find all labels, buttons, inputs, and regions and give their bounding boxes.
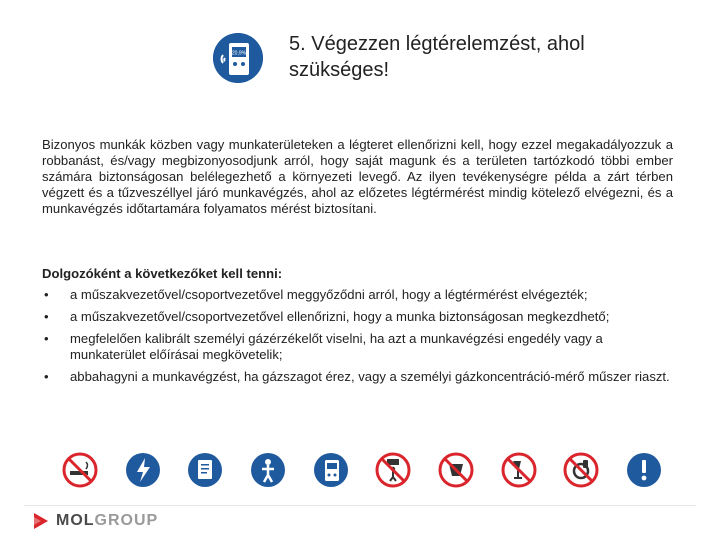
list-item-text: abbahagyni a munkavégzést, ha gázszagot érez, vagy a személyi gázkoncentráció-mérő műszer riaszt. bbox=[70, 369, 670, 384]
no-smoking-icon bbox=[62, 452, 98, 488]
gas-detector-icon bbox=[213, 33, 263, 83]
mol-arrow-icon bbox=[32, 512, 50, 530]
work-at-height-icon bbox=[250, 452, 286, 488]
logo-text-mol: MOL bbox=[56, 512, 95, 529]
intro-paragraph: Bizonyos munkák közben vagy munkaterületeken a légteret ellenőrizni kell, hogy ezzel megakadályozzuk a robbanást, és/vagy megbizonyosodjunk arról, hogy saját magunk és a területen tartózkodó többi ember számára biztonságosan belélegezhető a környezeti levegő. Az ilyen tevékenységre példa a zárt térben végzett és a tűzveszéllyel járó munkavégzés, ahol az előzetes légtérmérést mindig kötelező elvégezni, és a munkavégzés időtartamára folyamatos mérést biztosítani. bbox=[42, 137, 673, 216]
bullet-marker: • bbox=[44, 331, 49, 346]
list-item bbox=[42, 369, 682, 385]
list-item-text: a műszakvezetővel/csoportvezetővel ellenőrizni, hogy a munka biztonságosan megkezdhető; bbox=[70, 309, 610, 324]
list-item bbox=[42, 331, 682, 363]
report-incidents-icon bbox=[626, 452, 662, 488]
list-item bbox=[42, 309, 682, 325]
electrical-isolation-icon bbox=[125, 452, 161, 488]
detector-reading: 20,9% bbox=[231, 50, 247, 57]
logo-text-group: GROUP bbox=[94, 512, 159, 529]
duties-heading: Dolgozóként a következőket kell tenni: bbox=[42, 266, 283, 281]
no-phone-while-driving-icon bbox=[563, 452, 599, 488]
gas-detector-icon bbox=[313, 452, 349, 488]
mol-group-logo bbox=[32, 511, 158, 531]
list-item bbox=[42, 287, 682, 303]
duties-list bbox=[42, 287, 682, 391]
bullet-marker: • bbox=[44, 309, 49, 324]
work-permit-icon bbox=[187, 452, 223, 488]
footer-divider bbox=[24, 505, 696, 506]
no-alcohol-icon bbox=[501, 452, 537, 488]
bullet-marker: • bbox=[44, 287, 49, 302]
no-walking-under-load-icon bbox=[375, 452, 411, 488]
no-bypassing-safety-icon bbox=[438, 452, 474, 488]
page-title: 5. Végezzen légtérelemzést, ahol szükséges! bbox=[289, 33, 585, 81]
bullet-marker: • bbox=[44, 369, 49, 384]
rule-icons-row bbox=[62, 452, 662, 492]
list-item-text: megfelelően kalibrált személyi gázérzékelőt viselni, ha azt a munkavégzési engedély vagy a munkaterület előírásai megkövetelik; bbox=[70, 331, 603, 362]
list-item-text: a műszakvezetővel/csoportvezetővel meggyőződni arról, hogy a légtérmérést elvégezték; bbox=[70, 287, 588, 302]
logo-text bbox=[56, 512, 158, 530]
